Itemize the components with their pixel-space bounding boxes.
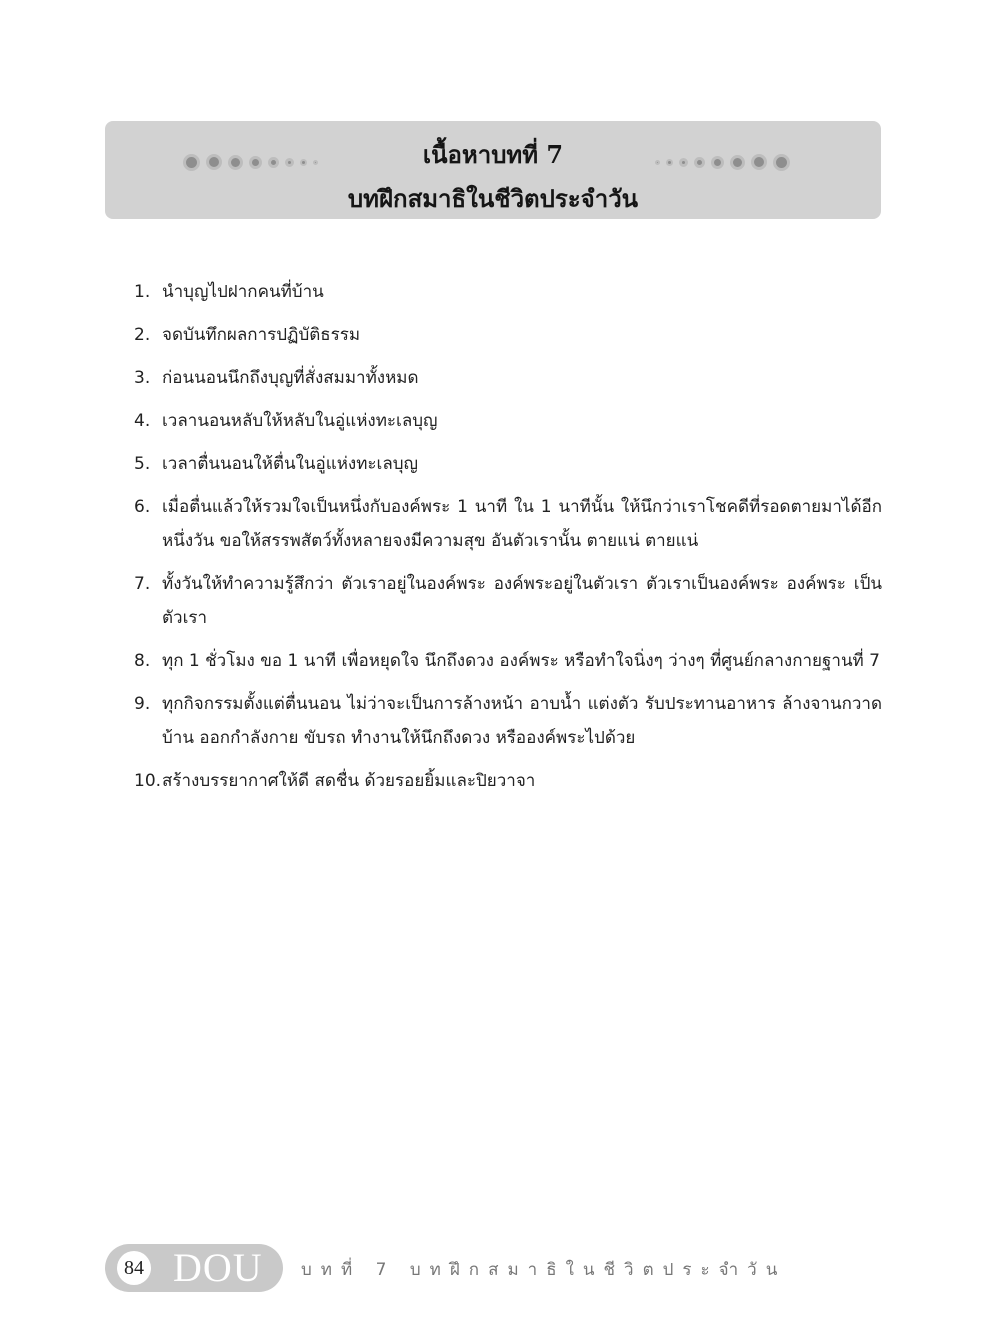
item-text: จดบันทึกผลการปฏิบัติธรรม [162,325,361,345]
list-item [134,764,882,798]
decorative-dot [679,158,688,167]
decorative-dots-right [655,152,815,172]
item-number: 10. [134,771,162,791]
brand-logo: DOU [173,1245,263,1290]
item-text: เมื่อตื่นแล้วให้รวมใจเป็นหนึ่งกับองค์พระ 1 นาที ใน 1 นาทีนั้น ให้นึกว่าเราโชคดีที่รอดตายมาได้อีกหนึ่งวัน ขอให้สรรพสัตว์ทั้งหลายจงมีความสุข อันตัวเรานั้น ตายแน่ ตายแน่ [162,497,882,551]
item-text: เวลานอนหลับให้หลับในอู่แห่งทะเลบุญ [162,411,438,431]
chapter-number-title: เนื้อหาบทที่ 7 [422,140,564,169]
page-footer [105,1244,905,1292]
item-text: ทุกกิจกรรมตั้งแต่ตื่นนอน ไม่ว่าจะเป็นการล้างหน้า อาบน้ำ แต่งตัว รับประทานอาหาร ล้างจานกวาดบ้าน ออกกำลังกาย ขับรถ ทำงานให้นึกถึงดวง หรือองค์พระไปด้วย [162,694,882,748]
item-number: 4. [134,411,151,431]
item-text: ทุก 1 ชั่วโมง ขอ 1 นาที เพื่อหยุดใจ นึกถึงดวง องค์พระ หรือทำใจนิ่งๆ ว่างๆ ที่ศูนย์กลางกายฐานที่ 7 [162,651,880,671]
decorative-dot [694,157,705,168]
decorative-dot [730,155,745,170]
list-item [134,447,882,481]
item-number: 3. [134,368,151,388]
list-item [134,318,882,352]
list-item [134,687,882,755]
decorative-dot [711,156,724,169]
item-number: 8. [134,651,151,671]
item-text: เวลาตื่นนอนให้ตื่นในอู่แห่งทะเลบุญ [162,454,419,474]
list-item [134,404,882,438]
decorative-dot [655,160,660,165]
chapter-header [105,121,881,219]
item-number: 1. [134,282,151,302]
list-item [134,644,882,678]
list-item [134,490,882,558]
footer-chapter-title: บทที่ 7 บทฝึกสมาธิในชีวิตประจำวัน [301,1260,787,1280]
footer-badge [105,1244,283,1292]
item-number: 9. [134,694,151,714]
practice-list [134,275,882,807]
item-text: สร้างบรรยากาศให้ดี สดชื่น ด้วยรอยยิ้มและปิยวาจา [162,771,536,791]
list-item [134,361,882,395]
item-text: นำบุญไปฝากคนที่บ้าน [162,282,324,302]
item-number: 2. [134,325,151,345]
item-text: ก่อนนอนนึกถึงบุญที่สั่งสมมาทั้งหมด [162,368,419,388]
item-number: 6. [134,497,151,517]
item-text: ทั้งวันให้ทำความรู้สึกว่า ตัวเราอยู่ในองค์พระ องค์พระอยู่ในตัวเรา ตัวเราเป็นองค์พระ องค์พระ เป็นตัวเรา [162,574,882,628]
page-number: 84 [117,1251,151,1285]
list-item [134,275,882,309]
decorative-dot [666,159,673,166]
item-number: 7. [134,574,151,594]
decorative-dot [751,154,767,170]
item-number: 5. [134,454,151,474]
decorative-dot [773,154,790,171]
chapter-title: บทฝึกสมาธิในชีวิตประจำวัน [347,184,639,213]
list-item [134,567,882,635]
